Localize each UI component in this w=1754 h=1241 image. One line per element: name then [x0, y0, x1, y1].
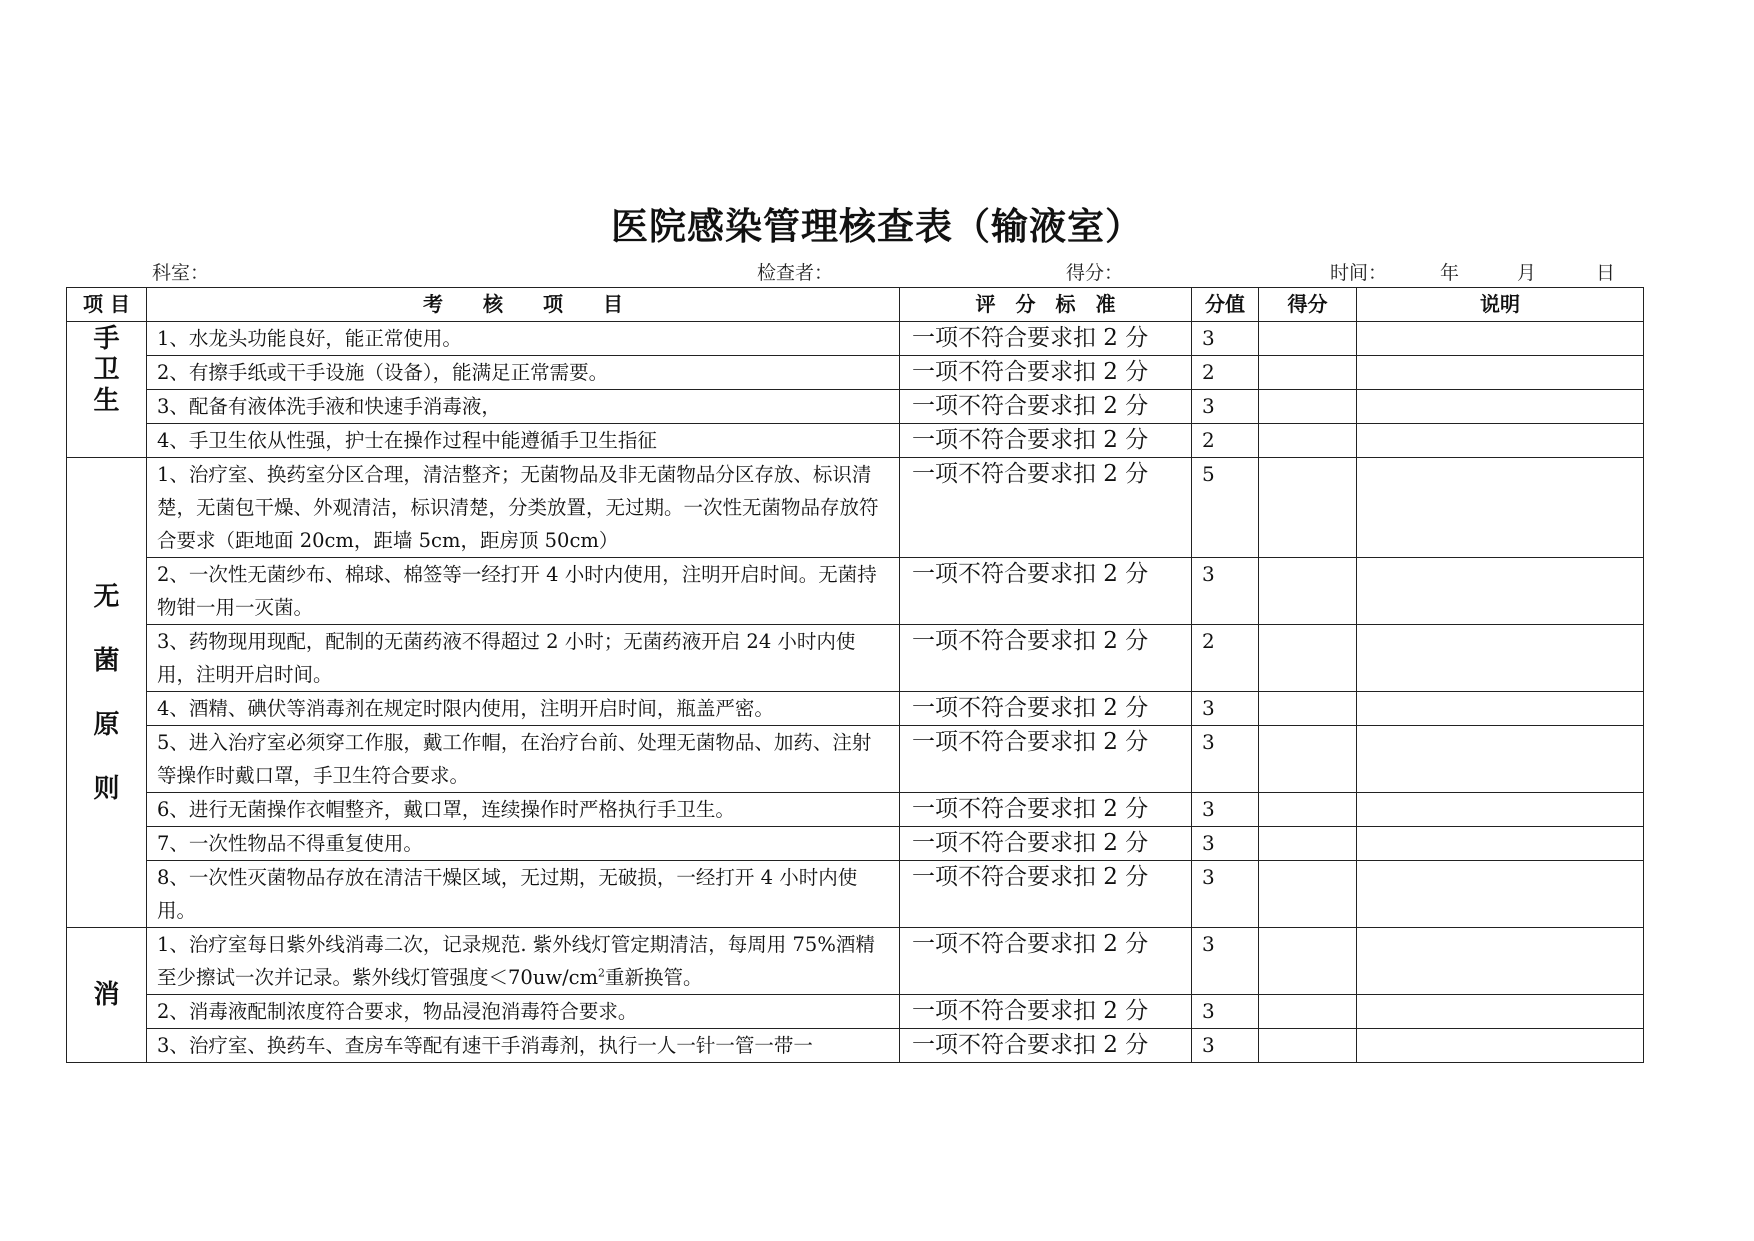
- criterion: 一项不符合要求扣 2 分: [900, 625, 1192, 692]
- remarks-cell[interactable]: [1357, 558, 1644, 625]
- remarks-cell[interactable]: [1357, 390, 1644, 424]
- criterion: 一项不符合要求扣 2 分: [900, 356, 1192, 390]
- remarks-cell[interactable]: [1357, 793, 1644, 827]
- criterion: 一项不符合要求扣 2 分: [900, 424, 1192, 458]
- remarks-cell[interactable]: [1357, 928, 1644, 995]
- check-item: 4、酒精、碘伏等消毒剂在规定时限内使用，注明开启时间，瓶盖严密。: [147, 692, 900, 726]
- remarks-cell[interactable]: [1357, 424, 1644, 458]
- table-row: [67, 424, 1644, 458]
- criterion: 一项不符合要求扣 2 分: [900, 390, 1192, 424]
- points: 2: [1192, 356, 1259, 390]
- category-aseptic-principles: [67, 458, 147, 928]
- check-item: 6、进行无菌操作衣帽整齐，戴口罩，连续操作时严格执行手卫生。: [147, 793, 900, 827]
- points: 3: [1192, 692, 1259, 726]
- table-row: [67, 928, 1644, 995]
- header-remarks: 说明: [1357, 288, 1644, 322]
- score-cell[interactable]: [1259, 625, 1357, 692]
- remarks-cell[interactable]: [1357, 861, 1644, 928]
- header-item: 考 核 项 目: [147, 288, 900, 322]
- table-row: [67, 322, 1644, 356]
- dept-label: 科室：: [152, 262, 210, 284]
- header-points: 分值: [1192, 288, 1259, 322]
- points: 2: [1192, 424, 1259, 458]
- category-char: 无: [93, 581, 120, 612]
- score-cell[interactable]: [1259, 861, 1357, 928]
- category-char: 手: [93, 324, 120, 354]
- criterion: 一项不符合要求扣 2 分: [900, 692, 1192, 726]
- points: 3: [1192, 726, 1259, 793]
- check-item: 1、治疗室、换药室分区合理，清洁整齐；无菌物品及非无菌物品分区存放、标识清楚，无菌包干燥、外观清洁，标识清楚，分类放置，无过期。一次性无菌物品存放符合要求（距地面 20cm，距墙 5cm，距房顶 50cm）: [147, 458, 900, 558]
- score-cell[interactable]: [1259, 726, 1357, 793]
- header-category: 项 目: [67, 288, 147, 322]
- check-item: 8、一次性灭菌物品存放在清洁干燥区域，无过期，无破损，一经打开 4 小时内使用。: [147, 861, 900, 928]
- category-char: 则: [93, 773, 120, 804]
- page-title: 医院感染管理核查表（输液室）: [611, 204, 1143, 248]
- points: 3: [1192, 793, 1259, 827]
- month-label: 月: [1517, 262, 1537, 284]
- remarks-cell[interactable]: [1357, 322, 1644, 356]
- check-item-text: 重新换管。: [605, 966, 703, 989]
- points: 3: [1192, 558, 1259, 625]
- score-cell[interactable]: [1259, 356, 1357, 390]
- check-item: 5、进入治疗室必须穿工作服，戴工作帽，在治疗台前、处理无菌物品、加药、注射等操作时戴口罩，手卫生符合要求。: [147, 726, 900, 793]
- points: 5: [1192, 458, 1259, 558]
- table-row: [67, 726, 1644, 793]
- header-score: 得分: [1259, 288, 1357, 322]
- criterion: 一项不符合要求扣 2 分: [900, 827, 1192, 861]
- score-cell[interactable]: [1259, 458, 1357, 558]
- category-hand-hygiene: [67, 322, 147, 458]
- header-criterion: 评 分 标 准: [900, 288, 1192, 322]
- points: 3: [1192, 827, 1259, 861]
- points: 3: [1192, 861, 1259, 928]
- day-label: 日: [1596, 262, 1616, 284]
- check-item: [147, 928, 900, 995]
- score-cell[interactable]: [1259, 390, 1357, 424]
- score-cell[interactable]: [1259, 424, 1357, 458]
- score-cell[interactable]: [1259, 692, 1357, 726]
- category-disinfection: [67, 928, 147, 1063]
- table-row: [67, 558, 1644, 625]
- criterion: 一项不符合要求扣 2 分: [900, 793, 1192, 827]
- table-row: [67, 390, 1644, 424]
- check-item: 7、一次性物品不得重复使用。: [147, 827, 900, 861]
- check-item: 1、水龙头功能良好，能正常使用。: [147, 322, 900, 356]
- remarks-cell[interactable]: [1357, 625, 1644, 692]
- criterion: 一项不符合要求扣 2 分: [900, 458, 1192, 558]
- score-cell[interactable]: [1259, 793, 1357, 827]
- category-char: 消: [93, 979, 120, 1010]
- remarks-cell[interactable]: [1357, 827, 1644, 861]
- score-cell[interactable]: [1259, 558, 1357, 625]
- table-row: [67, 458, 1644, 558]
- check-item: 4、手卫生依从性强，护士在操作过程中能遵循手卫生指征: [147, 424, 900, 458]
- points: 3: [1192, 928, 1259, 995]
- remarks-cell[interactable]: [1357, 1029, 1644, 1063]
- score-cell[interactable]: [1259, 827, 1357, 861]
- inspection-table: [66, 287, 1644, 1063]
- remarks-cell[interactable]: [1357, 356, 1644, 390]
- points: 2: [1192, 625, 1259, 692]
- category-char: 生: [93, 386, 120, 416]
- check-item: 2、有擦手纸或干手设施（设备），能满足正常需要。: [147, 356, 900, 390]
- inspector-label: 检查者：: [757, 262, 834, 284]
- table-row: [67, 692, 1644, 726]
- score-cell[interactable]: [1259, 928, 1357, 995]
- criterion: 一项不符合要求扣 2 分: [900, 558, 1192, 625]
- year-label: 年: [1440, 262, 1460, 284]
- category-char: 原: [93, 709, 120, 740]
- criterion: 一项不符合要求扣 2 分: [900, 995, 1192, 1029]
- criterion: 一项不符合要求扣 2 分: [900, 928, 1192, 995]
- check-item-text: 1、治疗室每日紫外线消毒二次，记录规范. 紫外线灯管定期清洁，每周用 75%酒精至少擦试一次并记录。紫外线灯管强度＜70uw/cm: [157, 933, 875, 989]
- category-char: 卫: [93, 355, 120, 385]
- points: 3: [1192, 1029, 1259, 1063]
- check-item: 2、一次性无菌纱布、棉球、棉签等一经打开 4 小时内使用，注明开启时间。无菌持物钳一用一灭菌。: [147, 558, 900, 625]
- criterion: 一项不符合要求扣 2 分: [900, 1029, 1192, 1063]
- table-row: [67, 625, 1644, 692]
- score-cell[interactable]: [1259, 1029, 1357, 1063]
- table-row: [67, 995, 1644, 1029]
- table-row: [67, 827, 1644, 861]
- points: 3: [1192, 390, 1259, 424]
- score-cell[interactable]: [1259, 322, 1357, 356]
- check-item: 3、药物现用现配，配制的无菌药液不得超过 2 小时；无菌药液开启 24 小时内使用，注明开启时间。: [147, 625, 900, 692]
- remarks-cell[interactable]: [1357, 458, 1644, 558]
- time-label: 时间：: [1330, 262, 1388, 284]
- remarks-cell[interactable]: [1357, 726, 1644, 793]
- criterion: 一项不符合要求扣 2 分: [900, 322, 1192, 356]
- remarks-cell[interactable]: [1357, 692, 1644, 726]
- table-row: [67, 1029, 1644, 1063]
- category-char: 菌: [93, 645, 120, 676]
- table-row: [67, 793, 1644, 827]
- check-item: 3、治疗室、换药车、查房车等配有速干手消毒剂，执行一人一针一管一带一: [147, 1029, 900, 1063]
- table-row: [67, 356, 1644, 390]
- criterion: 一项不符合要求扣 2 分: [900, 861, 1192, 928]
- superscript: 2: [598, 966, 606, 980]
- points: 3: [1192, 995, 1259, 1029]
- table-header-row: [67, 288, 1644, 322]
- table-row: [67, 861, 1644, 928]
- remarks-cell[interactable]: [1357, 995, 1644, 1029]
- points: 3: [1192, 322, 1259, 356]
- check-item: 2、消毒液配制浓度符合要求，物品浸泡消毒符合要求。: [147, 995, 900, 1029]
- score-cell[interactable]: [1259, 995, 1357, 1029]
- score-label: 得分：: [1066, 262, 1124, 284]
- criterion: 一项不符合要求扣 2 分: [900, 726, 1192, 793]
- check-item: 3、配备有液体洗手液和快速手消毒液，: [147, 390, 900, 424]
